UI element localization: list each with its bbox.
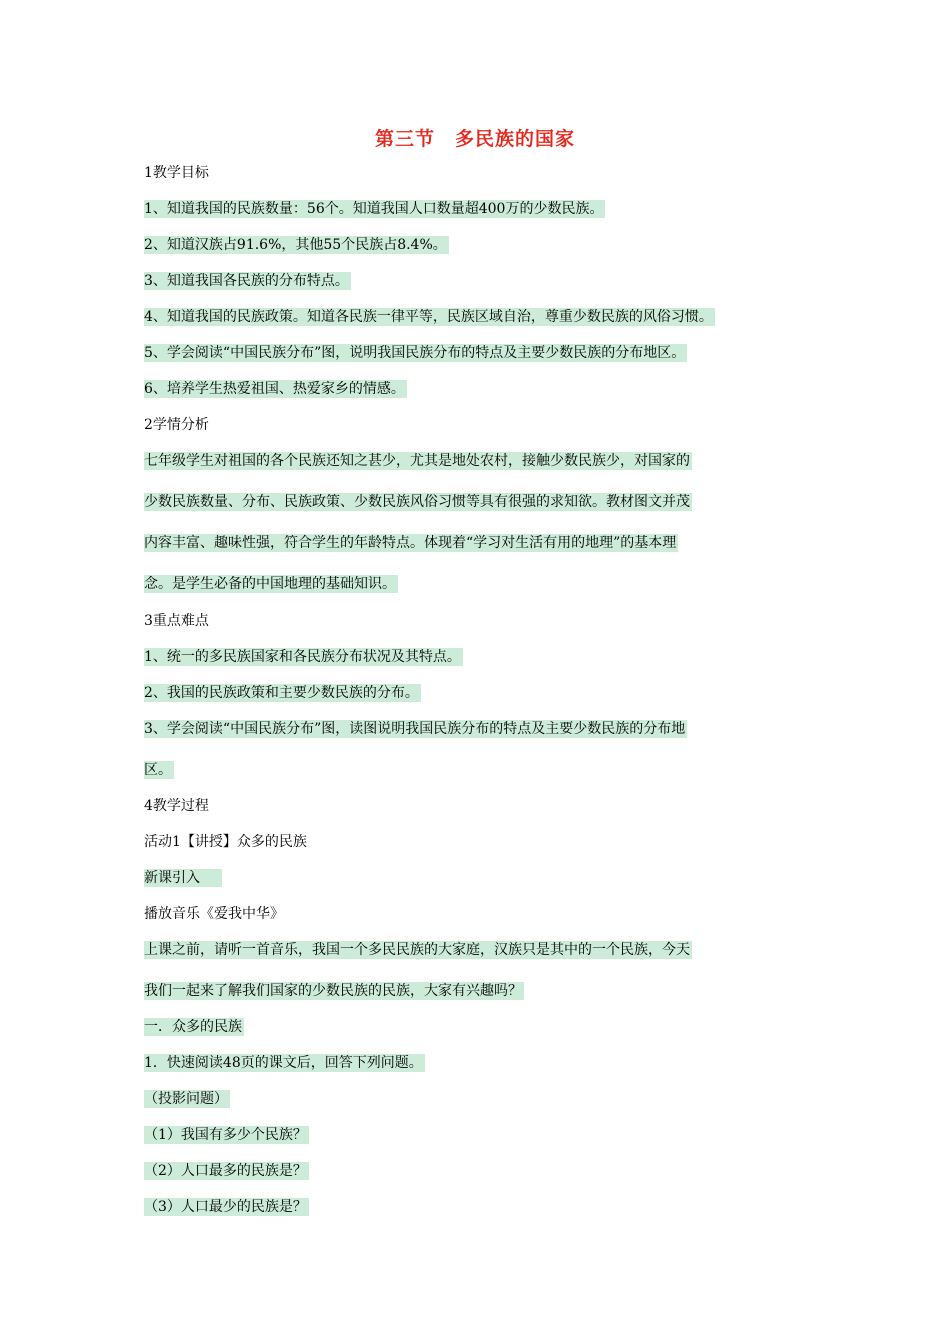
page-title: 第三节 多民族的国家 xyxy=(374,128,575,150)
analysis-paragraph-line: 少数民族数量、分布、民族政策、少数民族风俗习惯等具有很强的求知欲。教材图文并茂 xyxy=(144,494,690,510)
music-line: 播放音乐《爱我中华》 xyxy=(144,906,284,922)
activity-heading: 活动1【讲授】众多的民族 xyxy=(144,834,307,850)
intro-label: 新课引入 xyxy=(144,869,222,887)
question-item-3: （3）人口最少的民族是？ xyxy=(144,1199,307,1215)
objective-item-2: 2、知道汉族占91.6%，其他55个民族占8.4%。 xyxy=(144,237,447,253)
intro-paragraph-line: 我们一起来了解我们国家的少数民族的民族，大家有兴趣吗？ xyxy=(144,983,522,999)
objective-item-6: 6、培养学生热爱祖国、热爱家乡的情感。 xyxy=(144,381,405,397)
intro-paragraph-line: 上课之前，请听一首音乐，我国一个多民民族的大家庭，汉族只是其中的一个民族，今天 xyxy=(144,942,690,958)
analysis-paragraph-line: 七年级学生对祖国的各个民族还知之甚少，尤其是地处农村，接触少数民族少，对国家的 xyxy=(144,453,690,469)
question-item-2: （2）人口最多的民族是？ xyxy=(144,1163,307,1179)
section-heading-analysis: 2学情分析 xyxy=(144,417,209,433)
objective-item-5: 5、学会阅读“中国民族分布”图，说明我国民族分布的特点及主要少数民族的分布地区。 xyxy=(144,345,686,361)
section-heading-process: 4教学过程 xyxy=(144,798,209,814)
objective-item-1: 1、知道我国的民族数量：56个。知道我国人口数量超400万的少数民族。 xyxy=(144,201,604,217)
task-item: 1．快速阅读48页的课文后，回答下列问题。 xyxy=(144,1055,423,1071)
key-point-item-2: 2、我国的民族政策和主要少数民族的分布。 xyxy=(144,685,419,701)
analysis-paragraph-line: 念。是学生必备的中国地理的基础知识。 xyxy=(144,576,396,592)
projection-label: （投影问题） xyxy=(144,1091,228,1107)
key-point-item-3: 3、学会阅读“中国民族分布”图，读图说明我国民族分布的特点及主要少数民族的分布地 xyxy=(144,721,686,737)
objective-item-4: 4、知道我国的民族政策。知道各民族一律平等，民族区域自治，尊重少数民族的风俗习惯。 xyxy=(144,309,713,325)
question-item-1: （1）我国有多少个民族？ xyxy=(144,1127,307,1143)
analysis-paragraph-line: 内容丰富、趣味性强，符合学生的年龄特点。体现着“学习对生活有用的地理”的基本理 xyxy=(144,535,677,551)
subsection-heading: 一．众多的民族 xyxy=(144,1019,242,1035)
objective-item-3: 3、知道我国各民族的分布特点。 xyxy=(144,273,349,289)
section-heading-key-points: 3重点难点 xyxy=(144,613,209,629)
section-heading-objectives: 1教学目标 xyxy=(144,165,209,181)
key-point-item-1: 1、统一的多民族国家和各民族分布状况及其特点。 xyxy=(144,649,461,665)
key-point-item-3-cont: 区。 xyxy=(144,762,172,778)
